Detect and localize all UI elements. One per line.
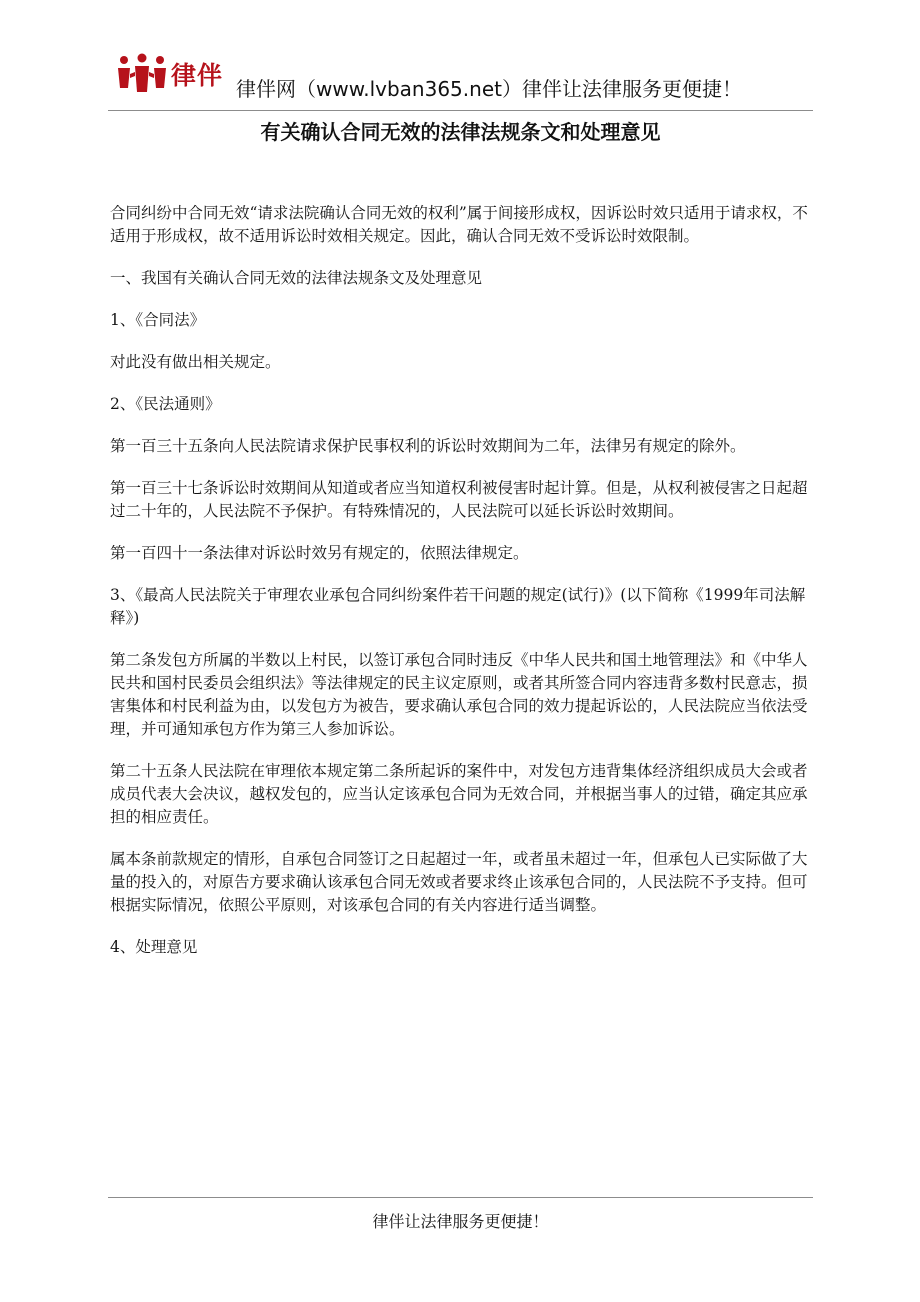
item-heading-civil-law: 2、《民法通则》 <box>110 395 221 413</box>
paragraph-article-25: 第二十五条人民法院在审理依本规定第二条所起诉的案件中，对发包方违背集体经济组织成员大会或者成员代表大会决议，越权发包的，应当认定该承包合同为无效合同，并根据当事人的过错，确定其应承担的相应责任。 <box>110 762 808 826</box>
item-heading-contract-law: 1、《合同法》 <box>110 311 206 329</box>
lvban-logo-icon <box>116 52 168 96</box>
logo-text: 律伴 <box>171 61 224 90</box>
document-body <box>110 202 814 978</box>
paragraph-article-2: 第二条发包方所属的半数以上村民，以签订承包合同时违反《中华人民共和国土地管理法》和《中华人民共和国村民委员会组织法》等法律规定的民主议定原则，或者其所签合同内容违背多数村民意志，损害集体和村民利益为由，以发包方为被告，要求确认承包合同的效力提起诉讼的，人民法院应当依法受理，并可通知承包方作为第三人参加诉讼。 <box>110 651 808 738</box>
paragraph: 对此没有做出相关规定。 <box>110 353 281 371</box>
item-heading-judicial-interpretation: 3、《最高人民法院关于审理农业承包合同纠纷案件若干问题的规定(试行)》(以下简称《1999年司法解释》) <box>110 586 806 627</box>
paragraph-article-141: 第一百四十一条法律对诉讼时效另有规定的，依照法律规定。 <box>110 544 529 562</box>
paragraph-intro: 合同纠纷中合同无效“请求法院确认合同无效的权利”属于间接形成权，因诉讼时效只适用于请求权，不适用于形成权，故不适用诉讼时效相关规定。因此，确认合同无效不受诉讼时效限制。 <box>110 204 808 245</box>
page-header <box>108 44 813 111</box>
paragraph-article-25-continued: 属本条前款规定的情形，自承包合同签订之日起超过一年，或者虽未超过一年，但承包人已实际做了大量的投入的，对原告方要求确认该承包合同无效或者要求终止该承包合同的，人民法院不予支持。但可根据实际情况，依照公平原则，对该承包合同的有关内容进行适当调整。 <box>110 850 808 914</box>
paragraph-article-135: 第一百三十五条向人民法院请求保护民事权利的诉讼时效期间为二年，法律另有规定的除外。 <box>110 437 746 455</box>
page-footer: 律伴让法律服务更便捷！ <box>108 1197 813 1234</box>
item-heading-handling-opinion: 4、处理意见 <box>110 938 198 956</box>
site-tagline: 律伴网（www.lvban365.net）律伴让法律服务更便捷！ <box>236 77 742 101</box>
section-heading: 一、我国有关确认合同无效的法律法规条文及处理意见 <box>110 269 483 287</box>
document-title: 有关确认合同无效的法律法规条文和处理意见 <box>260 120 661 144</box>
paragraph-article-137: 第一百三十七条诉讼时效期间从知道或者应当知道权利被侵害时起计算。但是，从权利被侵害之日起超过二十年的，人民法院不予保护。有特殊情况的，人民法院可以延长诉讼时效期间。 <box>110 479 808 520</box>
